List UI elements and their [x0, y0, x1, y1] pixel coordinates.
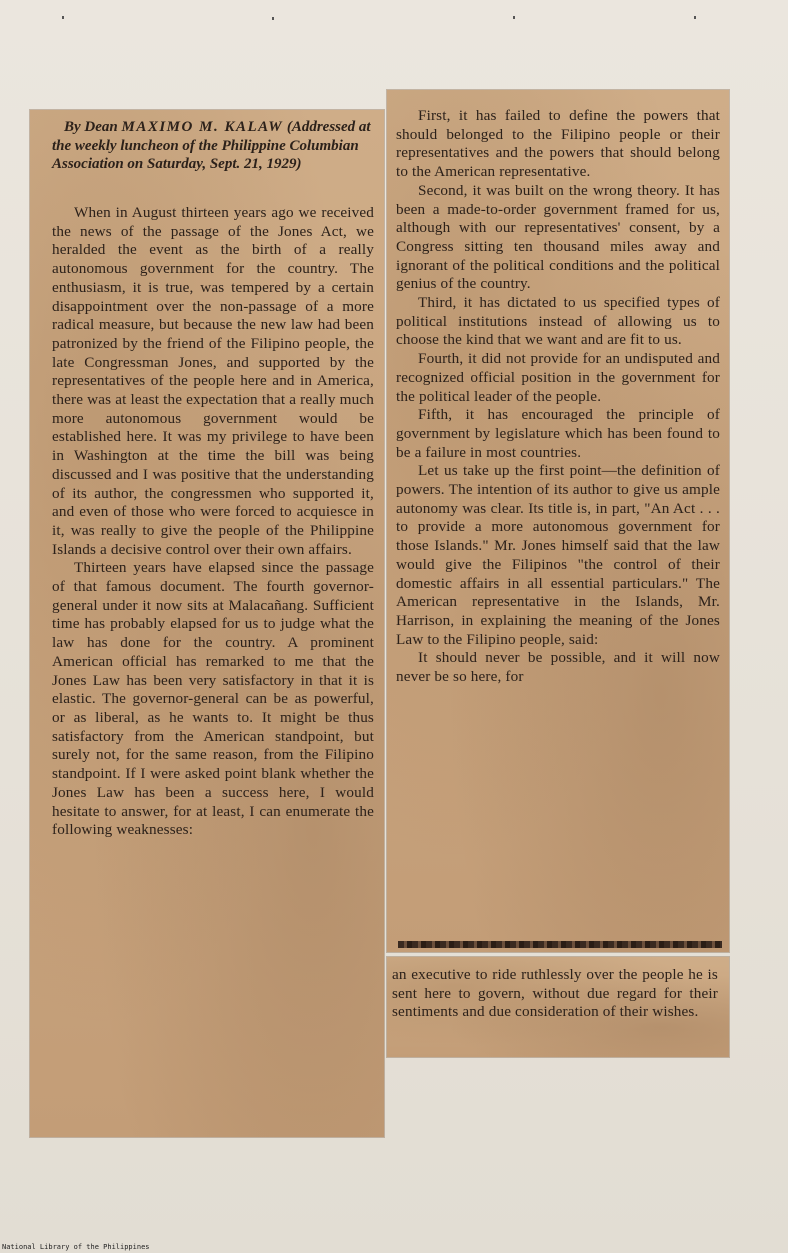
paragraph: Second, it was built on the wrong theory. It has been a made-to-order government framed for us, although with our representatives' consent, by a Congress sitting ten thousand miles away and ignorant of the political conditions and the political genius of the country. — [396, 181, 720, 293]
paragraph: Fourth, it did not provide for an undisputed and recognized official position in the government for the political leader of the people. — [396, 350, 720, 405]
paragraph: Third, it has dictated to us specified types of political institutions instead of allowing us to choose the kind that we want and are fit to us. — [396, 294, 720, 349]
left-column-text — [52, 204, 374, 840]
paragraph: It should never be possible, and it will now never be so here, for — [396, 649, 720, 686]
right-column-text — [396, 107, 720, 687]
byline-prefix: By Dean — [64, 119, 118, 135]
byline-author: MAXIMO M. KALAW — [121, 119, 284, 135]
speck — [62, 16, 64, 19]
speck — [513, 16, 515, 19]
library-credit: National Library of the Philippines — [2, 1243, 150, 1251]
paragraph: Let us take up the first point—the definition of powers. The intention of its author to give us ample autonomy was clear. Its title is, in part, "An Act . . . to provide a more autonomous government for those Islands." Mr. Jones himself said that the law would give the Filipinos "the control of their domestic affairs in all essential particulars." The American representative in the Islands, Mr. Harrison, in explaining the meaning of the Jones Law to the Filipino people, said: — [396, 462, 720, 648]
speck — [272, 17, 274, 20]
continuation-text — [392, 966, 718, 1022]
column-divider-rule — [398, 941, 722, 948]
article-byline — [52, 118, 374, 174]
paragraph: First, it has failed to define the powers that should belonged to the Filipino people or their representatives and the powers that should belong to the American representative. — [396, 107, 720, 181]
paragraph: an executive to ride ruthlessly over the people he is sent here to govern, without due regard for their sentiments and due consideration of their wishes. — [392, 966, 718, 1021]
byline-note: (Addressed at the weekly luncheon of the Philippine Columbian Association on Saturday, Sept. 21, 1929) — [52, 119, 371, 172]
paragraph: When in August thirteen years ago we received the news of the passage of the Jones Act, we heralded the event as the birth of a really autonomous government for the country. The enthusiasm, it is true, was tempered by a certain disappointment over the non-passage of a more radical measure, but because the new law had been patronized by the friend of the Filipino people, the late Congressman Jones, and supported by the representatives of the people here and in America, there was at least the expectation that a really much more autonomous government would be established here. It was my privilege to have been in Washington at the time the bill was being discussed and I was positive that the understanding of its author, the congressmen who supported it, and even of those who were forced to acquiesce in it, was really to give the people of the Philippine Islands a decisive control over their own affairs. — [52, 204, 374, 558]
paragraph: Thirteen years have elapsed since the passage of that famous document. The fourth governor-general under it now sits at Malacañang. Sufficient time has probably elapsed for us to judge what the law has done for the country. A prominent American official has remarked to me that the Jones Law has been very satisfactory in that it is elastic. The governor-general can be as powerful, or as liberal, as he wants to. It might be thus satisfactory from the American standpoint, but surely not, for the same reason, from the Filipino standpoint. If I were asked point blank whether the Jones Law has been a success here, I would hesitate to answer, for at least, I can enumerate the following weaknesses: — [52, 559, 374, 839]
speck — [694, 16, 696, 19]
paragraph: Fifth, it has encouraged the principle of government by legislature which has been found to be a failure in most countries. — [396, 406, 720, 461]
